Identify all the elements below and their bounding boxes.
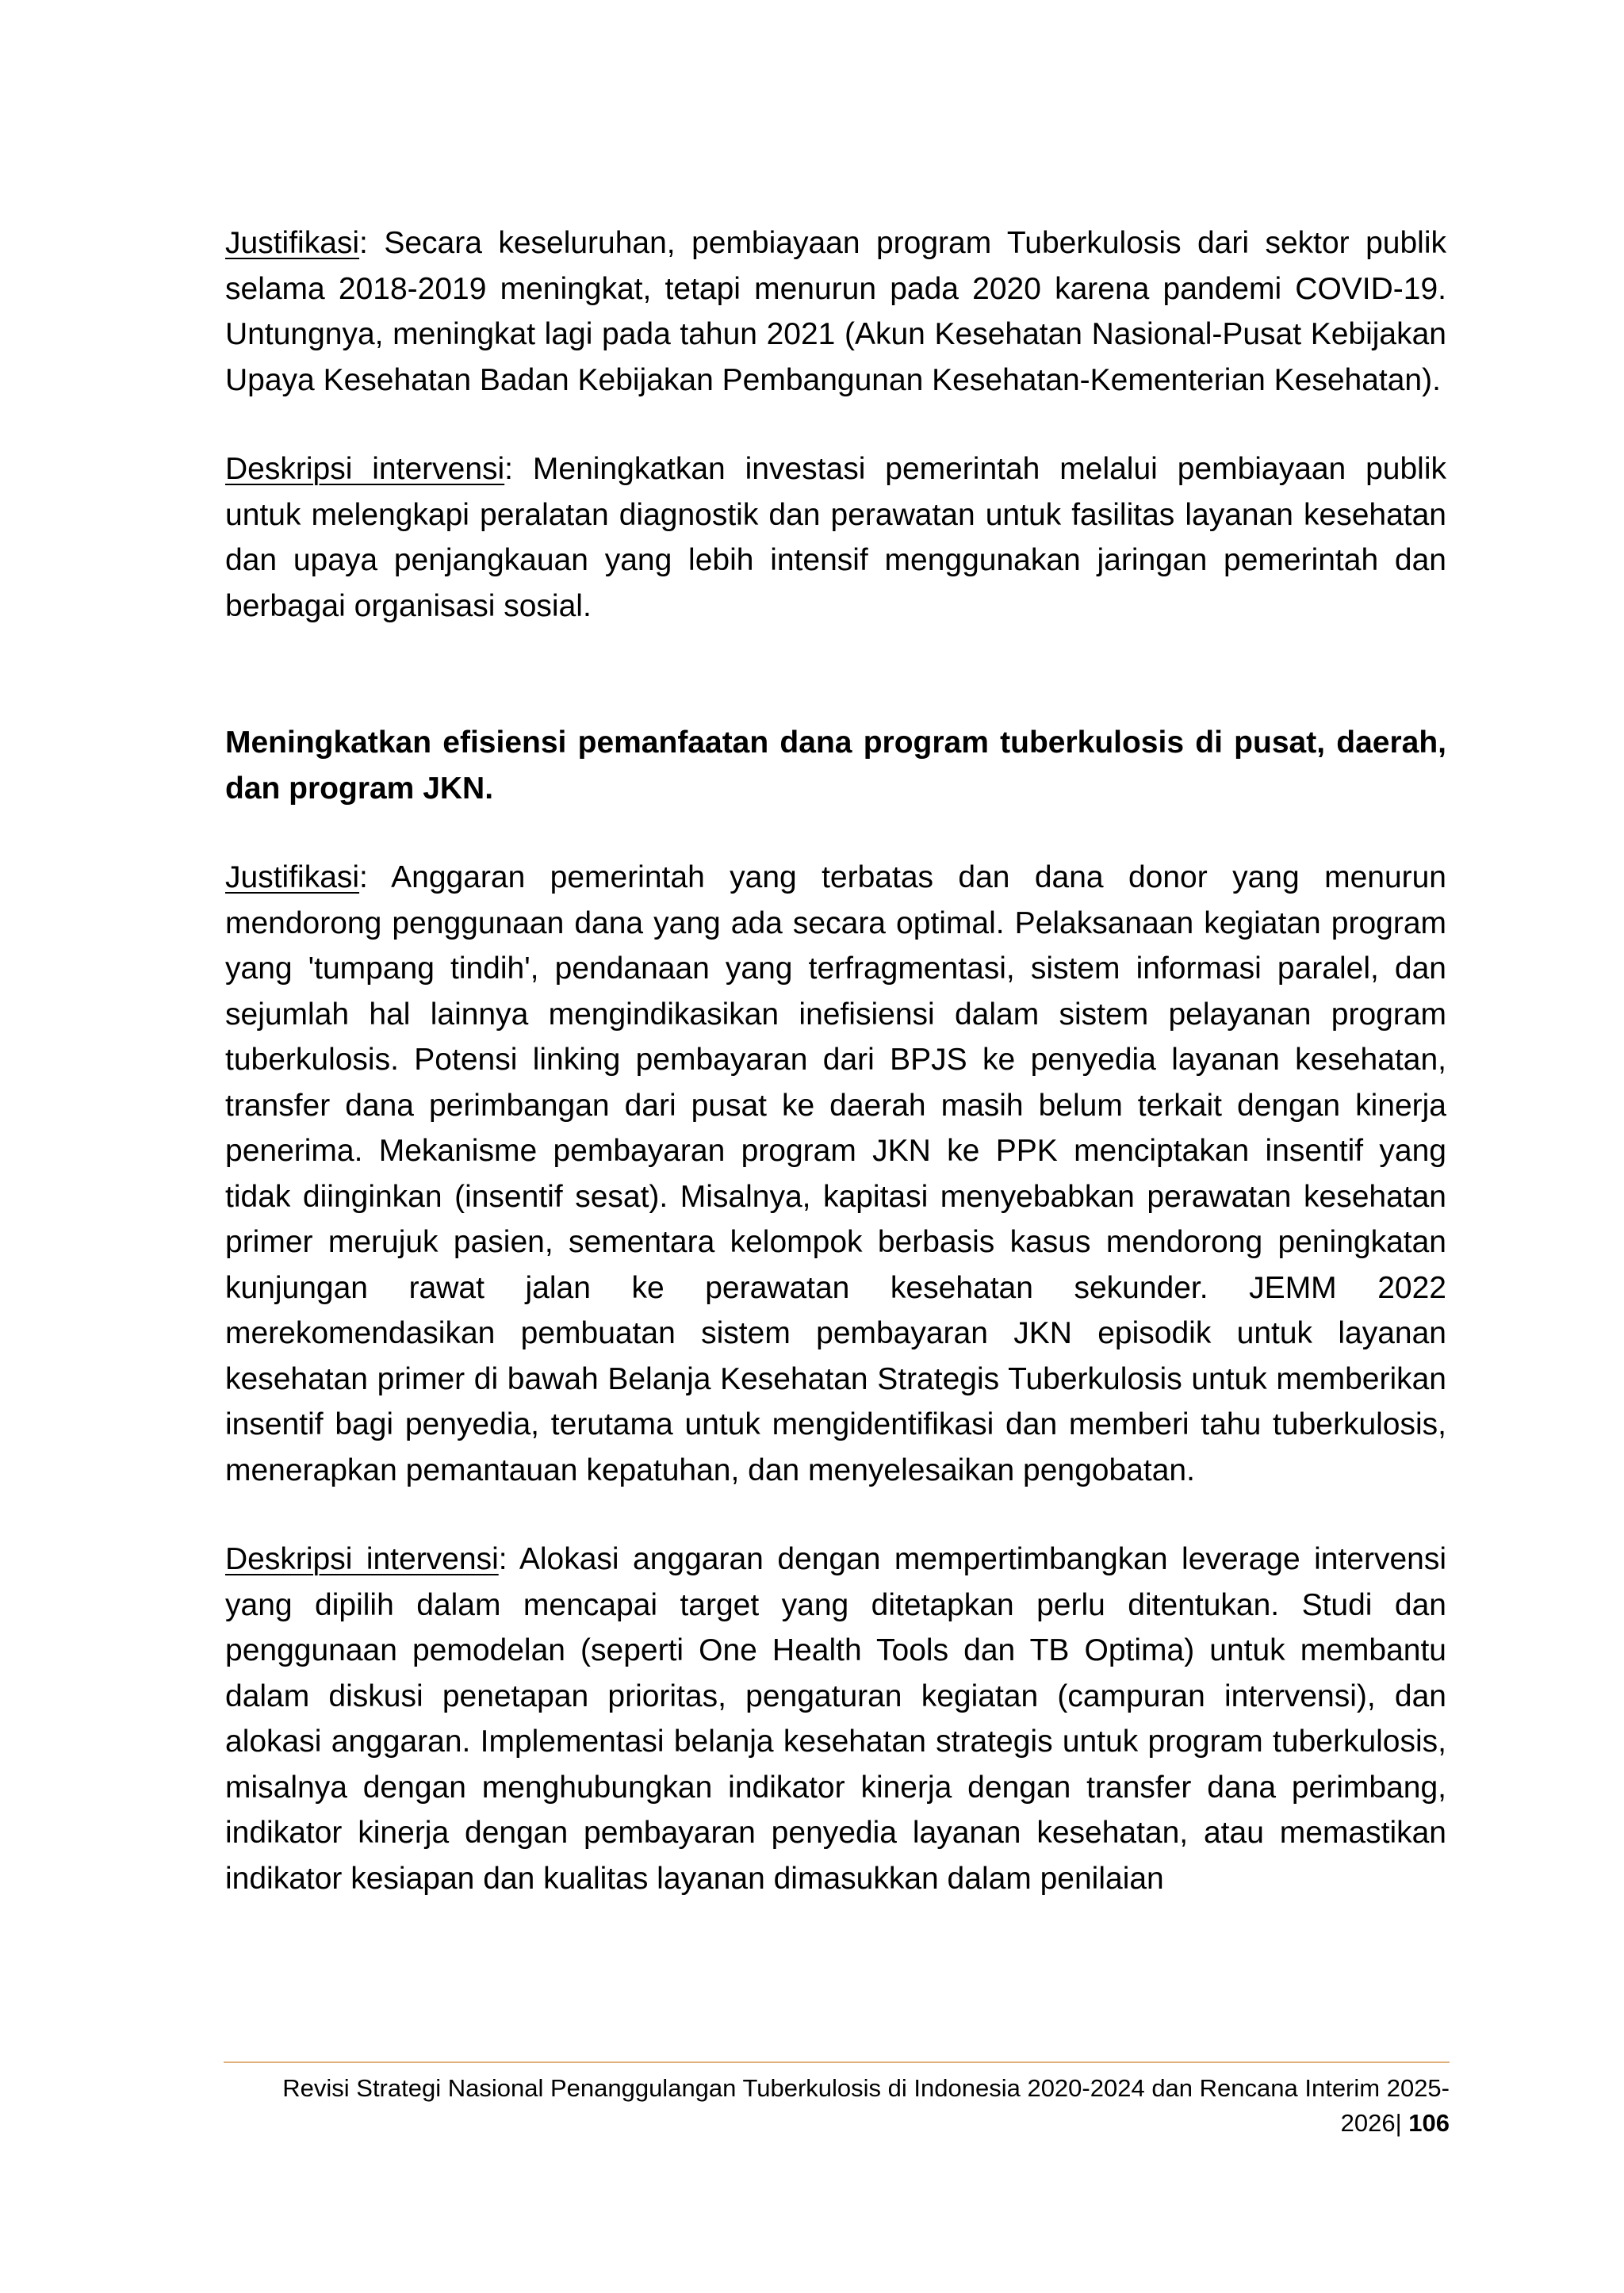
deskripsi-intervensi-paragraph bbox=[225, 446, 1446, 629]
section-heading: Meningkatkan efisiensi pemanfaatan dana program tuberkulosis di pusat, daerah, dan program JKN. bbox=[225, 725, 1446, 806]
justifikasi-label: Justifikasi bbox=[225, 226, 360, 260]
page-content bbox=[225, 220, 1446, 1901]
justifikasi-paragraph bbox=[225, 220, 1446, 403]
page-footer bbox=[224, 2071, 1450, 2141]
footer-divider bbox=[224, 2061, 1450, 2063]
deskripsi-intervensi-paragraph bbox=[225, 1537, 1446, 1901]
deskripsi-intervensi-text: : Alokasi anggaran dengan mempertimbangkan leverage intervensi yang dipilih dalam mencapai target yang ditetapkan perlu ditentukan. Studi dan penggunaan pemodelan (seperti One Health Tools dan TB Optima) untuk membantu dalam diskusi penetapan prioritas, pengaturan kegiatan (campuran intervensi), dan alokasi anggaran. Implementasi belanja kesehatan strategis untuk program tuberkulosis, misalnya dengan menghubungkan indikator kinerja dengan transfer dana perimbang, indikator kinerja dengan pembayaran penyedia layanan kesehatan, atau memastikan indikator kesiapan dan kualitas layanan dimasukkan dalam penilaian bbox=[225, 1542, 1447, 1896]
justifikasi-label: Justifikasi bbox=[225, 860, 360, 894]
deskripsi-intervensi-text: : Meningkatkan investasi pemerintah melalui pembiayaan publik untuk melengkapi peralatan diagnostik dan perawatan untuk fasilitas layanan kesehatan dan upaya penjangkauan yang lebih intensif menggunakan jaringan pemerintah dan berbagai organisasi sosial. bbox=[225, 452, 1446, 623]
justifikasi-paragraph bbox=[225, 855, 1446, 1493]
footer-separator: | bbox=[1395, 2109, 1409, 2137]
footer-title: Revisi Strategi Nasional Penanggulangan Tuberkulosis di Indonesia 2020-2024 dan Rencana Interim 2025-2026 bbox=[282, 2074, 1450, 2137]
justifikasi-text: : Anggaran pemerintah yang terbatas dan dana donor yang menurun mendorong penggunaan dana yang ada secara optimal. Pelaksanaan kegiatan program yang 'tumpang tindih', pendanaan yang terfragmentasi, sistem informasi paralel, dan sejumlah hal lainnya mengindikasikan inefisiensi dalam sistem pelayanan program tuberkulosis. Potensi linking pembayaran dari BPJS ke penyedia layanan kesehatan, transfer dana perimbangan dari pusat ke daerah masih belum terkait dengan kinerja penerima. Mekanisme pembayaran program JKN ke PPK menciptakan insentif yang tidak diinginkan (insentif sesat). Misalnya, kapitasi menyebabkan perawatan kesehatan primer merujuk pasien, sementara kelompok berbasis kasus mendorong peningkatan kunjungan rawat jalan ke perawatan kesehatan sekunder. JEMM 2022 merekomendasikan pembuatan sistem pembayaran JKN episodik untuk layanan kesehatan primer di bawah Belanja Kesehatan Strategis Tuberkulosis untuk memberikan insentif bagi penyedia, terutama untuk mengidentifikasi dan memberi tahu tuberkulosis, menerapkan pemantauan kepatuhan, dan menyelesaikan pengobatan. bbox=[225, 860, 1446, 1487]
deskripsi-intervensi-label: Deskripsi intervensi bbox=[225, 1542, 499, 1576]
page-number: 106 bbox=[1408, 2109, 1450, 2137]
justifikasi-text: : Secara keseluruhan, pembiayaan program Tuberkulosis dari sektor publik selama 2018-2019 meningkat, tetapi menurun pada 2020 karena pandemi COVID-19. Untungnya, meningkat lagi pada tahun 2021 (Akun Kesehatan Nasional-Pusat Kebijakan Upaya Kesehatan Badan Kebijakan Pembangunan Kesehatan-Kementerian Kesehatan). bbox=[225, 226, 1446, 397]
deskripsi-intervensi-label: Deskripsi intervensi bbox=[225, 452, 505, 486]
